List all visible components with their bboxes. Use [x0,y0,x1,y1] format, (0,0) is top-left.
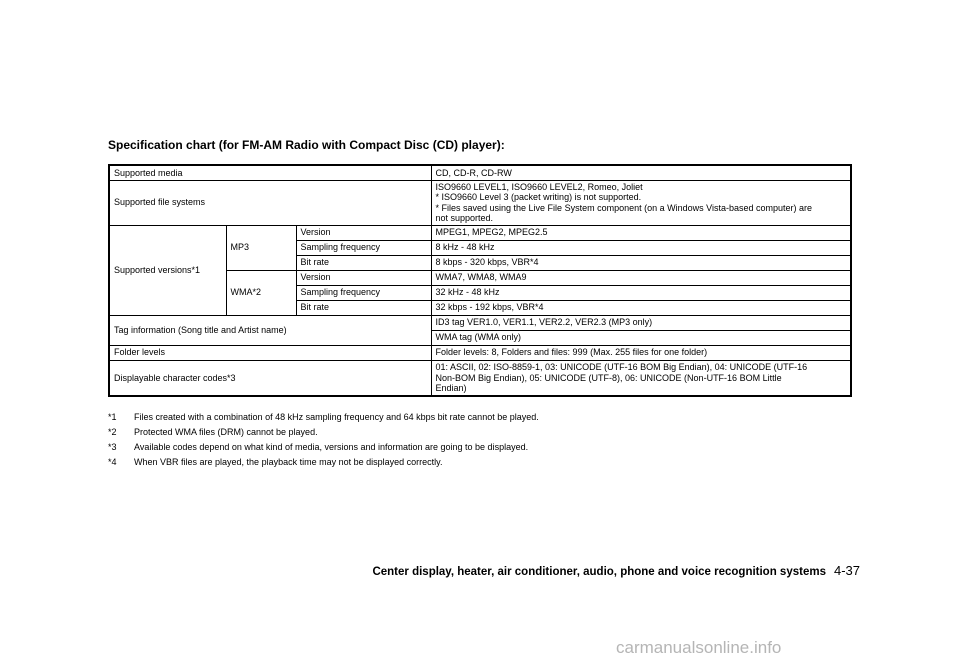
folder-levels-label: Folder levels [109,345,431,360]
table-row [109,360,851,396]
file-systems-line: ISO9660 LEVEL1, ISO9660 LEVEL2, Romeo, Joliet [435,181,643,192]
supported-versions-label: Supported versions*1 [109,225,226,315]
footnote-mark: *1 [108,411,117,422]
file-systems-line: * Files saved using the Live File System component (on a Windows Vista-based computer) are [435,202,813,213]
footnote-text: When VBR files are played, the playback time may not be displayed correctly. [134,456,443,467]
footnote-mark: *3 [108,441,117,452]
footnote-text: Files created with a combination of 48 kHz sampling frequency and 64 kbps bit rate cannot be played. [134,411,539,422]
mp3-label: MP3 [226,225,296,270]
char-codes-value [431,360,851,396]
file-systems-line: * ISO9660 Level 3 (packet writing) is not supported. [435,192,642,202]
wma-param: Bit rate [296,300,431,315]
wma-param: Version [296,270,431,285]
footnote-text: Protected WMA files (DRM) cannot be played. [134,426,318,437]
page-footer [372,563,860,578]
table-row [109,180,851,225]
file-systems-value [431,180,851,225]
tag-info-value: ID3 tag VER1.0, VER1.1, VER2.2, VER2.3 (MP3 only) [431,315,851,330]
footnote [108,409,868,424]
table-row [109,345,851,360]
mp3-param: Sampling frequency [296,240,431,255]
footnote-text: Available codes depend on what kind of media, versions and information are going to be displayed. [134,441,529,452]
mp3-param: Bit rate [296,255,431,270]
table-row [109,315,851,330]
tag-info-label: Tag information (Song title and Artist name) [109,315,431,345]
char-codes-label: Displayable character codes*3 [109,360,431,396]
footnote [108,454,868,469]
folder-levels-value: Folder levels: 8, Folders and files: 999 (Max. 255 files for one folder) [431,345,851,360]
char-codes-line: Non-BOM Big Endian), 05: UNICODE (UTF-8), 06: UNICODE (Non-UTF-16 BOM Little [435,372,782,383]
supported-media-label: Supported media [109,165,431,180]
table-row [109,165,851,180]
footnote-mark: *4 [108,456,117,467]
char-codes-line: Endian) [435,383,467,393]
mp3-value: MPEG1, MPEG2, MPEG2.5 [431,225,851,240]
wma-value: 32 kbps - 192 kbps, VBR*4 [431,300,851,315]
page-title: Specification chart (for FM-AM Radio with Compact Disc (CD) player): [108,138,505,152]
page-number: 4-37 [833,563,860,578]
mp3-value: 8 kHz - 48 kHz [431,240,851,255]
wma-value: 32 kHz - 48 kHz [431,285,851,300]
mp3-param: Version [296,225,431,240]
file-systems-line: not supported. [435,213,494,223]
wma-value: WMA7, WMA8, WMA9 [431,270,851,285]
tag-info-value: WMA tag (WMA only) [431,330,851,345]
footnote [108,424,868,439]
footnotes [108,409,868,469]
file-systems-label: Supported file systems [109,180,431,225]
section-title: Center display, heater, air conditioner, audio, phone and voice recognition systems [372,566,826,578]
footnote-mark: *2 [108,426,117,437]
table-row [109,225,851,240]
wma-label: WMA*2 [226,270,296,315]
wma-param: Sampling frequency [296,285,431,300]
mp3-value: 8 kbps - 320 kbps, VBR*4 [431,255,851,270]
supported-media-value: CD, CD-R, CD-RW [431,165,851,180]
watermark: carmanualsonline.info [616,638,782,657]
char-codes-line: 01: ASCII, 02: ISO-8859-1, 03: UNICODE (UTF-16 BOM Big Endian), 04: UNICODE (UTF-16 [435,362,808,372]
footnote [108,439,868,454]
spec-table [108,164,852,397]
